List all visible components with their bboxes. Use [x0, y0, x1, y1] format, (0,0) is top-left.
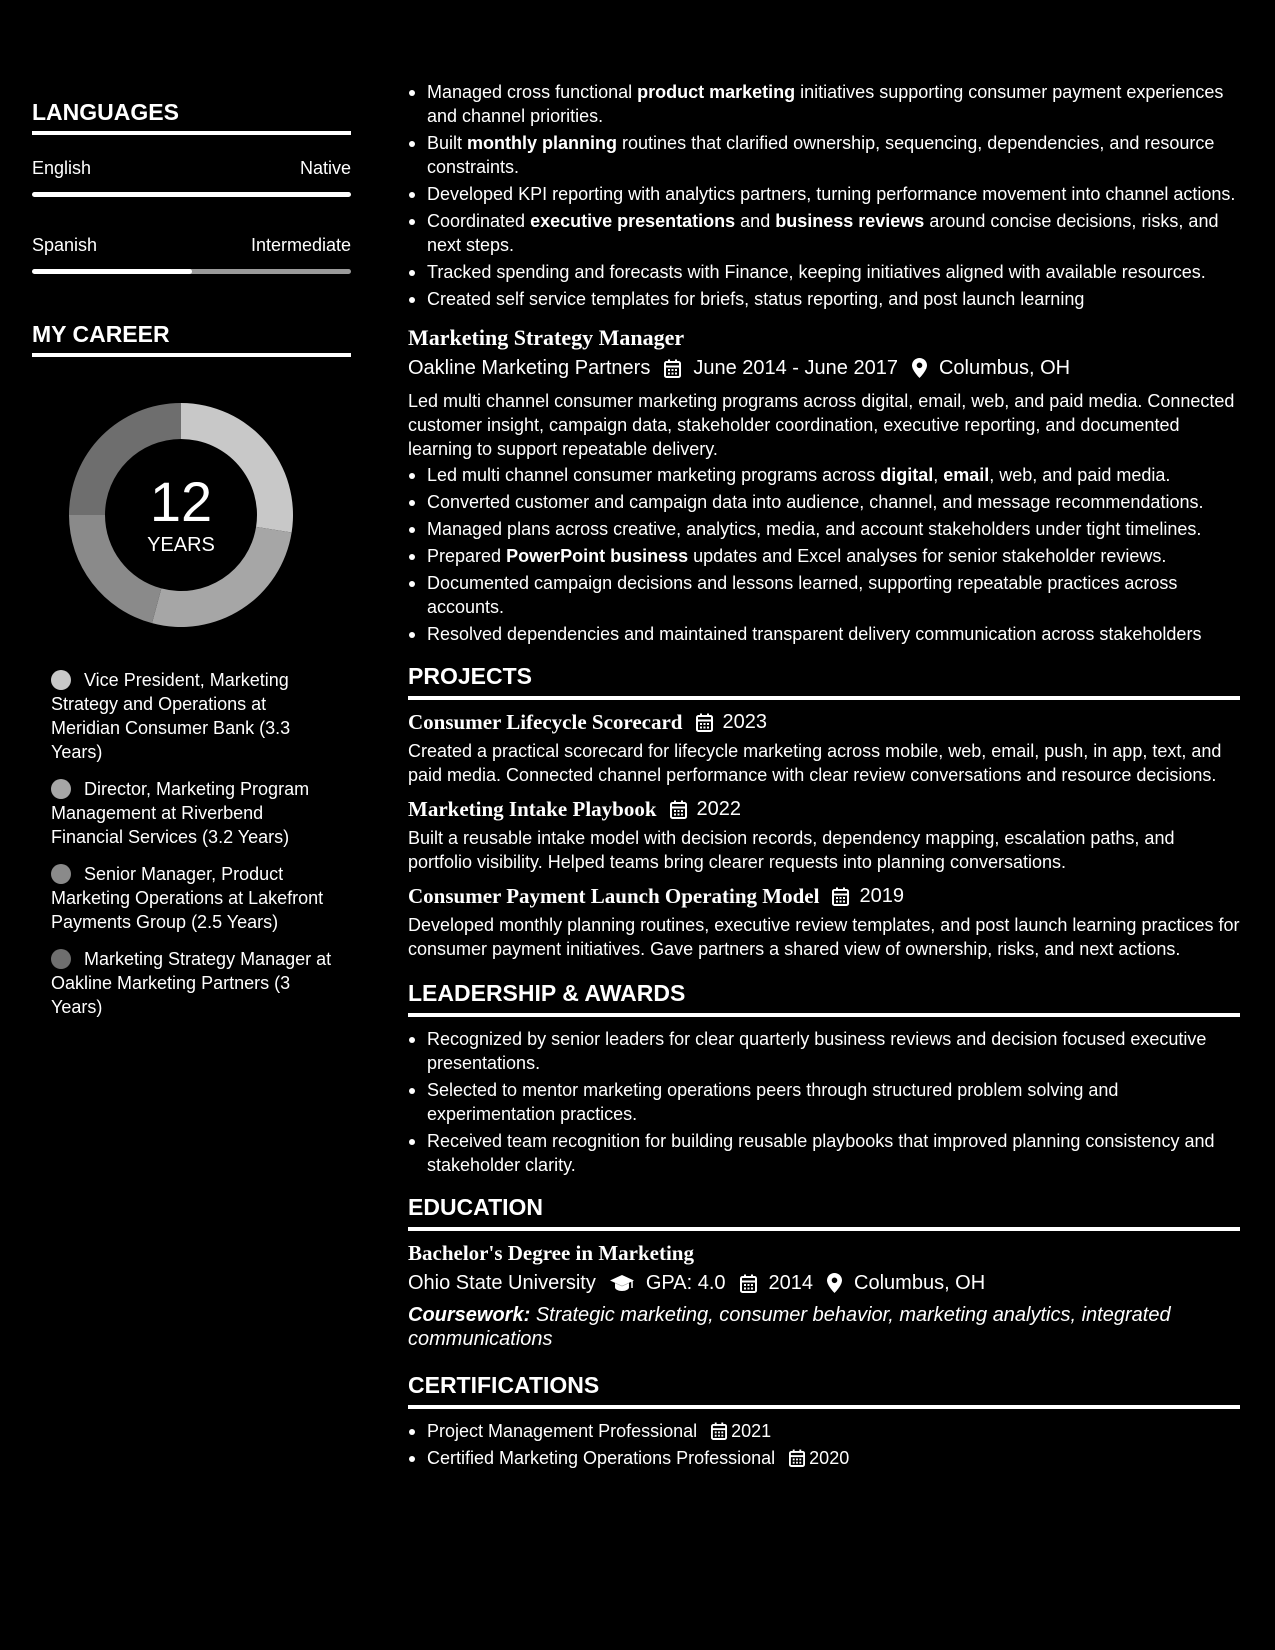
career-dot [51, 864, 71, 884]
experience-bullet: Coordinated executive presentations and business reviews around concise decisions, risks, and next steps. [408, 209, 1240, 257]
certification-item [408, 1419, 1240, 1443]
career-donut-chart [66, 400, 296, 630]
career-item-text: Senior Manager, Product Marketing Operations at Lakefront Payments Group (2.5 Years) [51, 864, 324, 932]
language-proficiency-bar [32, 192, 351, 197]
language-level: Native [299, 158, 351, 178]
job-bullet: Converted customer and campaign data into audience, channel, and message recommendations. [408, 490, 1240, 514]
map-pin-icon [912, 358, 927, 378]
career-total-unit: YEARS [147, 534, 215, 556]
education-degree: Bachelor's Degree in Marketing [408, 1241, 694, 1265]
job-bullet: Documented campaign decisions and lessons learned, supporting repeatable practices across accounts. [408, 571, 1240, 619]
career-dot [51, 779, 71, 799]
language-proficiency-fill [32, 269, 192, 274]
leadership-list [408, 1027, 1240, 1177]
certification-year: 2021 [731, 1421, 772, 1441]
job-company: Oakline Marketing Partners [408, 357, 651, 379]
certifications-list [408, 1419, 1240, 1470]
project-title: Marketing Intake Playbook [408, 797, 657, 821]
education-location: Columbus, OH [854, 1272, 986, 1294]
language-item [32, 234, 351, 274]
education-heading: EDUCATION [408, 1193, 1240, 1231]
project-description: Developed monthly planning routines, executive review templates, and post launch learning practices for consumer payment initiatives. Gave partners a shared view of ownership, risks, and next actions. [408, 915, 1240, 959]
main-content [408, 80, 1240, 1473]
career-item-text: Vice President, Marketing Strategy and Operations at Meridian Consumer Bank (3.3 Years) [51, 670, 291, 762]
project-item [408, 795, 1240, 874]
career-total-years: 12 [149, 470, 213, 533]
leadership-heading: LEADERSHIP & AWARDS [408, 979, 1240, 1017]
education-year: 2014 [768, 1272, 814, 1294]
certification-name: Certified Marketing Operations Professional [427, 1448, 776, 1468]
language-level: Intermediate [250, 235, 351, 255]
career-list [51, 668, 336, 1019]
experience-bullet: Managed cross functional product marketing initiatives supporting consumer payment experiences and channel priorities. [408, 80, 1240, 128]
certification-year: 2020 [809, 1448, 850, 1468]
job-bullet: Resolved dependencies and maintained transparent delivery communication across stakeholders [408, 622, 1240, 646]
job-title: Marketing Strategy Manager [408, 325, 685, 350]
career-dot [51, 670, 71, 690]
career-item-text: Director, Marketing Program Management at Riverbend Financial Services (3.2 Years) [51, 779, 310, 847]
job-dates: June 2014 - June 2017 [693, 357, 898, 379]
coursework-label: Coursework: [408, 1304, 531, 1326]
career-item [51, 777, 336, 849]
language-name: English [32, 158, 92, 178]
experience-bullet: Developed KPI reporting with analytics partners, turning performance movement into channel actions. [408, 182, 1240, 206]
calendar-icon [789, 1449, 805, 1467]
career-dot [51, 949, 71, 969]
job-bullet: Managed plans across creative, analytics, media, and account stakeholders under tight timelines. [408, 517, 1240, 541]
languages-list [32, 157, 351, 274]
experience-bullet: Built monthly planning routines that clarified ownership, sequencing, dependencies, and resource constraints. [408, 131, 1240, 179]
language-item [32, 157, 351, 197]
career-item [51, 947, 336, 1019]
language-proficiency-fill [32, 192, 351, 197]
project-title: Consumer Payment Launch Operating Model [408, 884, 820, 908]
career-item [51, 668, 336, 764]
career-item-text: Marketing Strategy Manager at Oakline Marketing Partners (3 Years) [51, 949, 332, 1017]
certification-name: Project Management Professional [427, 1421, 698, 1441]
leadership-item: Received team recognition for building reusable playbooks that improved planning consistency and stakeholder clarity. [408, 1129, 1240, 1177]
calendar-icon [711, 1422, 727, 1440]
leadership-item: Recognized by senior leaders for clear quarterly business reviews and decision focused executive presentations. [408, 1027, 1240, 1075]
job-bullet: Prepared PowerPoint business updates and Excel analyses for senior stakeholder reviews. [408, 544, 1240, 568]
language-name: Spanish [32, 235, 98, 255]
graduation-cap-icon [610, 1274, 634, 1292]
job-meta [408, 354, 1240, 382]
calendar-icon [670, 800, 687, 819]
calendar-icon [832, 887, 849, 906]
project-description: Built a reusable intake model with decision records, dependency mapping, escalation paths, and portfolio visibility. Helped teams bring clearer requests into planning conversations. [408, 828, 1175, 872]
experience-bullet: Created self service templates for briefs, status reporting, and post launch learning [408, 287, 1240, 311]
job-bullet: Led multi channel consumer marketing programs across digital, email, web, and paid media. [408, 463, 1240, 487]
coursework-text: Strategic marketing, consumer behavior, marketing analytics, integrated communications [408, 1304, 1171, 1350]
calendar-icon [664, 359, 681, 378]
education-school: Ohio State University [408, 1272, 596, 1294]
experience-bullets [408, 80, 1240, 311]
certification-item [408, 1446, 1240, 1470]
experience-bullet: Tracked spending and forecasts with Finance, keeping initiatives aligned with available resources. [408, 260, 1240, 284]
education-gpa: GPA: 4.0 [645, 1272, 726, 1294]
job-summary: Led multi channel consumer marketing programs across digital, email, web, and paid media. Connected customer insight, campaign data, stakeholder coordination, executive reporting, and documented learning to support repeatable delivery. [408, 391, 1235, 459]
map-pin-icon [827, 1273, 842, 1293]
project-item [408, 708, 1240, 787]
project-title: Consumer Lifecycle Scorecard [408, 710, 683, 734]
project-year: 2022 [696, 798, 742, 820]
project-year: 2019 [859, 885, 904, 907]
career-heading: MY CAREER [32, 320, 351, 357]
job-bullets [408, 463, 1240, 646]
language-proficiency-bar [32, 269, 351, 274]
project-year: 2023 [722, 711, 767, 733]
project-description: Created a practical scorecard for lifecycle marketing across mobile, web, email, push, in app, text, and paid media. Connected channel performance with clear review conversations and resource decisions. [408, 741, 1222, 785]
sidebar [32, 98, 351, 1032]
calendar-icon [696, 713, 713, 732]
education-coursework [408, 1303, 1240, 1351]
education-meta [408, 1269, 1240, 1297]
career-item [51, 862, 336, 934]
languages-heading: LANGUAGES [32, 98, 351, 135]
leadership-item: Selected to mentor marketing operations peers through structured problem solving and experimentation practices. [408, 1078, 1240, 1126]
project-item [408, 882, 1240, 961]
career-total [66, 400, 296, 630]
projects-heading: PROJECTS [408, 662, 1240, 700]
calendar-icon [740, 1274, 757, 1293]
certifications-heading: CERTIFICATIONS [408, 1371, 1240, 1409]
job-location: Columbus, OH [938, 357, 1071, 379]
